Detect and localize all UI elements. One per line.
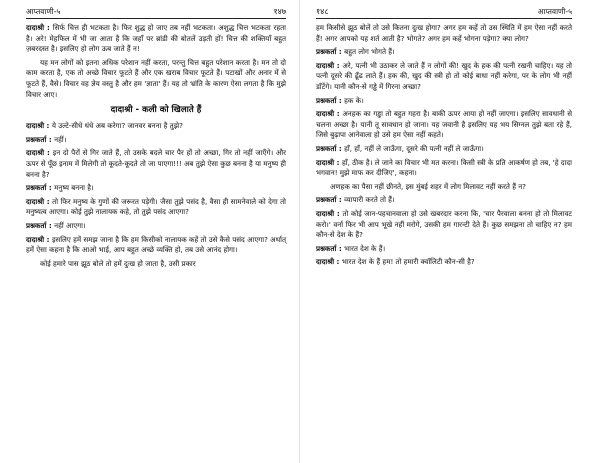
dialogue-line (316, 144, 572, 155)
dialogue-text: व्यापारी करते तो हैं। (344, 195, 395, 205)
dialogue-text: हाँ, हाँ, नहीं ले जाऊँगा, दूसरे की पत्नी नहीं ले जाऊँगा। (344, 143, 484, 153)
speaker-label: दादाश्री : (316, 257, 342, 267)
speaker-label: प्रश्नकर्ता : (26, 134, 55, 144)
speaker-label: प्रश्नकर्ता : (316, 143, 345, 153)
running-title: आप्तवाणी-५ (537, 7, 572, 16)
speaker-label: दादाश्री : (316, 109, 343, 119)
dialogue-text: मनुष्य बनना है। (54, 183, 94, 193)
dialogue-line (316, 96, 572, 107)
speaker-label: दादाश्री : (26, 196, 53, 206)
speaker-label: प्रश्नकर्ता : (316, 95, 345, 105)
dialogue-text: भारत देश के हैं हम! तो हमारी क्वॉलिटी कौन-सी है? (341, 257, 475, 267)
dialogue-text: कोई हमारे पास झूठ बोले तो हमें दुःख हो जाता है, उसी प्रकार (40, 258, 196, 268)
speaker-label: प्रश्नकर्ता : (26, 183, 55, 193)
dialogue-line (26, 235, 286, 256)
speaker-label: दादाश्री : (26, 23, 53, 32)
left-page (0, 0, 296, 463)
dialogue-line (316, 23, 572, 44)
book-gutter (299, 0, 300, 463)
dialogue-text: नहीं आएगा। (54, 220, 86, 230)
dialogue-text: भारत देश के हैं। (344, 243, 386, 253)
right-page-header (316, 4, 572, 19)
page-number: १४७ (273, 7, 286, 16)
dialogue-line (26, 148, 286, 180)
speaker-label: दादाश्री : (316, 60, 343, 70)
dialogue-line (316, 257, 572, 268)
section-title: दादाश्री - कली को खिलाते हैं (110, 105, 202, 116)
dialogue-line (316, 244, 572, 255)
paragraph-text: यह मन लोगों को इतना अधिक परेशान नहीं करता, परन्तु चित्त बहुत परेशान करता है। मन तो दो काम करता है, एक तो अच्छे विचार फूटते हैं और एक खराब विचार फूटते हैं। पटाखों और अनार में से फूटते हैं, वैसे। विचार वह ज्ञेय वस्तु है और हम 'ज्ञाता' हैं। यह तो भ्रांति के कारण ऐसा लगता है कि मुझे विचार आए। (26, 57, 286, 99)
page-number: १४८ (316, 7, 329, 16)
speaker-label: दादाश्री : (26, 148, 53, 158)
dialogue-text: तो कोई जान-पहचानवाला हो उसे खबरदार करना कि, 'चार पैरवाला बनना हो तो मिलावट करो।' वर्ना फिर भी आप भूखे नहीं मरोगे, उसकी हम गारन्टी देते हैं। कुछ समझना तो चाहिए न? हम कौन-से देश के हैं? (316, 208, 573, 240)
paragraph-text: सिर्फ चित्त ही भटकता है। फिर शुद्ध हो जाए तब नहीं भटकता। अशुद्ध चित्त भटकता रहता है। अरे! मेहफिल में भी जा आता है कि जहाँ पर ब्रांडी की बोतलें उड़ती हों! चित्त की शक्तियाँ बहुत ज़बरदस्त है। इसलिए हो लोग ऊब जाते हैं न! (26, 23, 286, 54)
speaker-label: प्रश्नकर्ता : (26, 220, 55, 230)
dialogue-line (26, 121, 286, 132)
dialogue-line (26, 135, 286, 146)
paragraph (26, 58, 286, 100)
dialogue-line (316, 61, 572, 93)
dialogue-line (316, 109, 572, 141)
dialogue-line (316, 209, 572, 241)
running-title: आप्तवाणी-५ (26, 7, 61, 16)
dialogue-text: हम किसीसे झूठ बोलें तो उसे कितना दुःख होगा? अगर हम कहें तो उस स्थिति में हम ऐसा नहीं करते हैं! अगर आपको यह शर्त आती है? भोगते? अगर हम कहें भोगना पड़ेगा? क्या लोग? (316, 23, 572, 43)
dialogue-line (316, 182, 572, 193)
dialogue-text: अनहक का गड्ढा तो बहुत गहरा है। बाकी ऊपर आया हो नहीं जाएगा। इसलिए सावधानी से चलना अच्छा है। यानी तू सावधान हो जाना। यह जवानी है इसलिए यह भय सिग्नल तुझे बता रहे हैं, जिसे बुढ़ापा आनेवाला हो उसे हम ऐसा नहीं कहते। (316, 109, 572, 140)
speaker-label: दादाश्री : (26, 121, 52, 131)
dialogue-line (26, 221, 286, 232)
speaker-label: प्रश्नकर्ता : (316, 195, 345, 205)
dialogue-line (26, 259, 286, 270)
dialogue-text: तो फिर मनुष्य के गुणों की जरूरत पड़ेगी। जैसा तुझे पसंद है, वैसा ही सामनेवाले को देगा तो मनुष्यत्व आएगा। कोई तुझे नालायक कहे, तो तुझे पसंद आएगा? (26, 196, 286, 217)
dialogue-line (26, 197, 286, 218)
left-page-header (26, 4, 286, 19)
dialogue-line (316, 158, 572, 179)
dialogue-line (316, 195, 572, 206)
dialogue-text: अरे, पत्नी भी उठाकर ले जाते हैं न लोगों की! खुद के हक की पत्नी रखनी चाहिए। यह तो पत्नी दूसरे की ढूँढ लाते हैं। हक की, खुद की स्त्री हो तो कोई बाधा नहीं करेगा, पर के लोग भी नहीं डाँटेंगे। यानी कौन-से गड्ढे में गिरना अच्छा? (316, 60, 572, 91)
speaker-label: प्रश्नकर्ता : (316, 47, 345, 57)
dialogue-text: हक के। (344, 95, 364, 105)
dialogue-text: इन दो पैरों से गिर जाते हैं, तो उसके बदले चार पैर हों तो अच्छा, गिर तो नहीं जाएँगे। और ऊपर से पूँछ इनाम में मिलेगी तो कूदते-कूदते तो जा पाएगा!!! अब तुझे ऐसा कुछ बनना है या मनुष्य ही बनना है? (26, 148, 286, 179)
dialogue-text: हाँ, ठीक है। ले जाने का विचार भी मत करना। किसी स्त्री के प्रति आकर्षण हो तब, 'हे दादा भगवान! मुझे माफ कर दीजिए', कहना। (316, 157, 572, 178)
paragraph (26, 23, 286, 55)
speaker-label: दादाश्री : (316, 157, 342, 167)
right-page (304, 0, 600, 463)
speaker-label: दादाश्री : (316, 208, 343, 218)
speaker-label: प्रश्नकर्ता : (316, 243, 345, 253)
dialogue-text: ये उल्टे-सीधे धंधे अब करेगा? जानवर बनना है तुझे? (51, 121, 183, 131)
dialogue-text: बहुत लोग भोगते हैं। (344, 47, 395, 57)
speaker-label: दादाश्री : (26, 234, 52, 244)
dialogue-line (26, 183, 286, 194)
dialogue-text: अणहक का पैसा नहीं छीनते, इस मुंबई शहर में लोग मिलावट नहीं करते हैं न? (330, 181, 526, 191)
dialogue-text: नहीं। (54, 134, 67, 144)
dialogue-line (316, 47, 572, 58)
dialogue-text: इसलिए हमें समझ जाना है कि हम किसीको नालायक कहें तो उसे कैसे पसंद आएगा? अर्थात् हमें ऐसा कहना है कि आओ भाई, आप बहुत अच्छे व्यक्ति हो, तब उसे आनंद होगा। (26, 234, 287, 255)
